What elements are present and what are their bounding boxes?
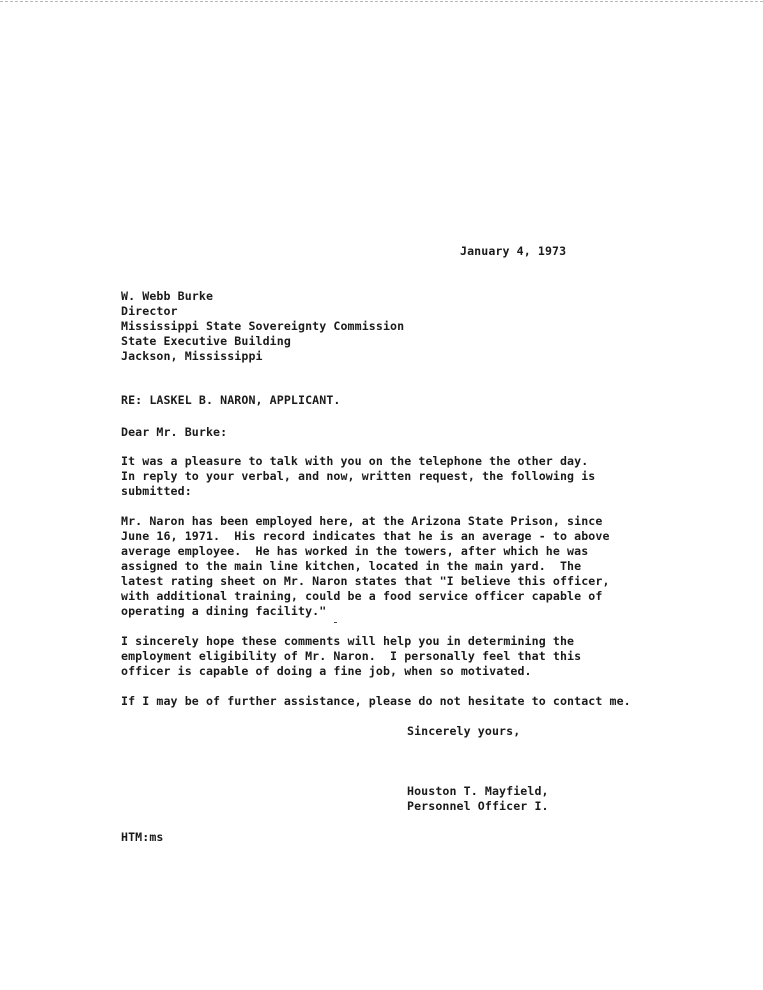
paragraph-line: It was a pleasure to talk with you on the telephone the other day. (121, 454, 589, 468)
signer-title: Personnel Officer I. (407, 799, 549, 813)
paragraph-line: employment eligibility of Mr. Naron. I personally feel that this (121, 649, 582, 663)
paragraph-line: In reply to your verbal, and now, written request, the following is (121, 469, 596, 483)
recipient-building: State Executive Building (121, 334, 291, 348)
paragraph-line: with additional training, could be a food service officer capable of (121, 589, 603, 603)
paragraph-line: assigned to the main line kitchen, located in the main yard. The (121, 559, 582, 573)
paragraph-line: operating a dining facility." (121, 604, 327, 618)
recipient-organization: Mississippi State Sovereignty Commission (121, 319, 405, 333)
paragraph-line: latest rating sheet on Mr. Naron states that "I believe this officer, (121, 574, 610, 588)
signer-name: Houston T. Mayfield, (407, 784, 549, 798)
paragraph-line: I sincerely hope these comments will help you in determining the (121, 634, 575, 648)
paragraph-line: Mr. Naron has been employed here, at the Arizona State Prison, since (121, 514, 603, 528)
ink-speck (334, 622, 337, 623)
paragraph-line: average employee. He has worked in the towers, after which he was (121, 544, 589, 558)
paragraph-line: If I may be of further assistance, please do not hesitate to contact me. (121, 694, 631, 708)
recipient-title: Director (121, 304, 178, 318)
recipient-name: W. Webb Burke (121, 289, 214, 303)
reference-initials: HTM:ms (121, 830, 164, 844)
paragraph-line: June 16, 1971. His record indicates that he is an average - to above (121, 529, 610, 543)
closing: Sincerely yours, (407, 724, 521, 738)
paragraph-line: officer is capable of doing a fine job, when so motivated. (121, 664, 532, 678)
letter-date: January 4, 1973 (460, 244, 567, 258)
paragraph-line: submitted: (121, 484, 192, 498)
subject-line: RE: LASKEL B. NARON, APPLICANT. (121, 393, 341, 407)
recipient-city: Jackson, Mississippi (121, 349, 263, 363)
salutation: Dear Mr. Burke: (121, 425, 228, 439)
